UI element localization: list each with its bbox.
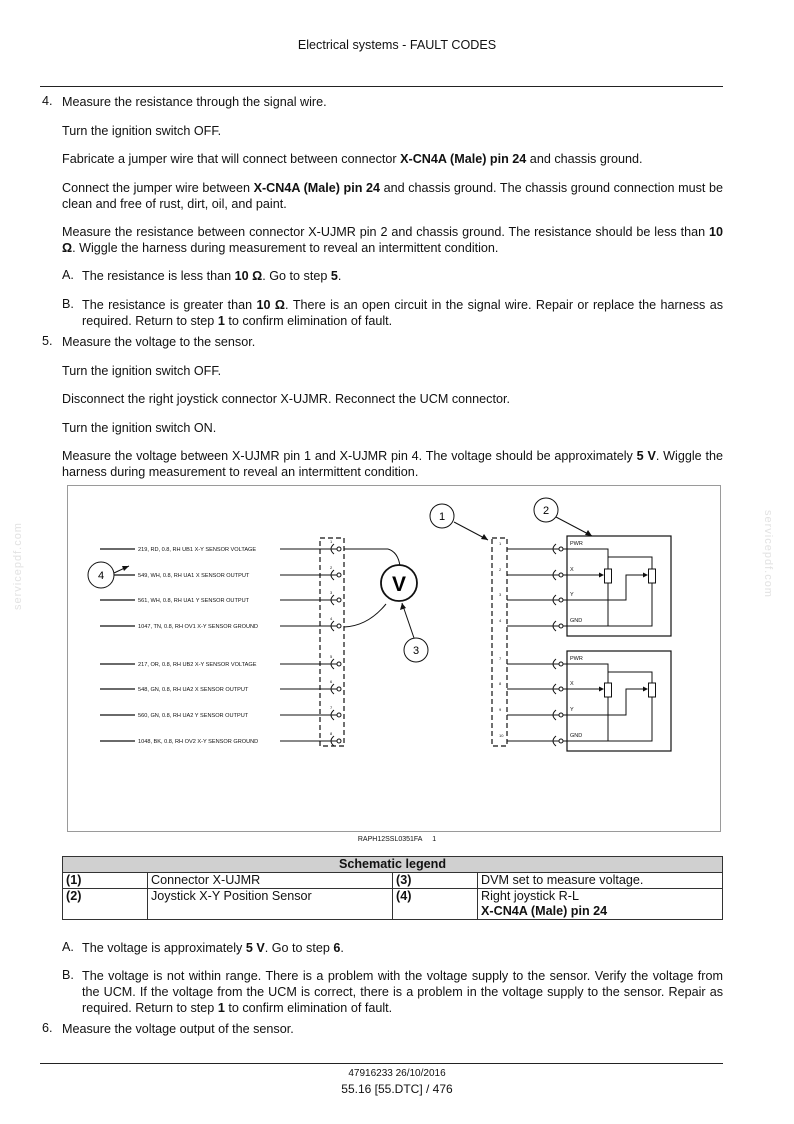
sensor-pin-terminal — [559, 713, 563, 717]
pin-number: 8 — [330, 731, 333, 736]
wire-group — [97, 539, 567, 746]
x-wiper-arrow — [599, 573, 604, 578]
footer-page-number: 55.16 [55.DTC] / 476 — [341, 1082, 453, 1096]
figure-number: 1 — [432, 836, 437, 843]
sensor-group — [567, 541, 656, 741]
pin-number-right: 10 — [499, 733, 504, 738]
legend-value-line2: X-CN4A (Male) pin 24 — [481, 904, 608, 918]
figure-code: RAPH12SSL0351FA — [357, 836, 423, 843]
legend-row — [63, 889, 723, 920]
step-5-b-label: B. — [62, 968, 74, 982]
wire-label: 561, WH, 0.8, RH UA1 Y SENSOR OUTPUT — [138, 598, 250, 604]
wire-label: 549, WH, 0.8, RH UA1 X SENSOR OUTPUT — [138, 573, 250, 579]
legend-value: Joystick X-Y Position Sensor — [148, 889, 393, 920]
sensor-terminal-label: X — [570, 567, 574, 573]
wiring-schematic-figure — [67, 485, 721, 832]
legend-key: (3) — [393, 873, 478, 889]
legend-title: Schematic legend — [63, 857, 723, 873]
sensor-terminal-label: PWR — [570, 656, 583, 662]
pin-terminal — [337, 739, 341, 743]
y-wiper-arrow — [643, 687, 648, 692]
pin-terminal — [337, 624, 341, 628]
pin-number-right: 7 — [499, 656, 502, 661]
step-4-option-a: The resistance is less than 10 Ω. Go to step 5. — [82, 269, 342, 283]
potentiometer — [605, 569, 612, 583]
legend-value: Connector X-UJMR — [148, 873, 393, 889]
step-4-title: Measure the resistance through the signal wire. — [62, 95, 327, 109]
pin-number-right: 9 — [499, 707, 502, 712]
watermark-left: servicepdf.com — [12, 522, 24, 610]
step-5-p1: Turn the ignition switch OFF. — [62, 364, 222, 378]
pwr-rail — [567, 664, 652, 683]
legend-value-line1: Right joystick R-L — [481, 889, 579, 903]
step-5-title: Measure the voltage to the sensor. — [62, 335, 256, 349]
callout-1-label: 1 — [438, 511, 446, 523]
legend-key: (2) — [63, 889, 148, 920]
sensor-box-1 — [567, 536, 671, 636]
sensor-terminal-label: PWR — [570, 541, 583, 547]
step-4-p4: Measure the resistance between connector X-UJMR pin 2 and chassis ground. The resistance should be less than 10 Ω. Wiggle the harness during measurement to reveal an intermittent condition. — [62, 225, 723, 255]
pin-number: 2 — [330, 565, 333, 570]
footer-rule — [40, 1063, 723, 1064]
step-5-p3: Turn the ignition switch ON. — [62, 421, 217, 435]
sensor-terminal-label: X — [570, 681, 574, 687]
step-6-title: Measure the voltage output of the sensor. — [62, 1022, 294, 1036]
wire-label: 548, GN, 0.8, RH UA2 X SENSOR OUTPUT — [138, 687, 249, 693]
sensor-pin-terminal — [559, 739, 563, 743]
pin-terminal — [337, 687, 341, 691]
callout-2-label: 2 — [542, 505, 550, 517]
footer-doc-id: 47916233 26/10/2016 — [348, 1068, 446, 1079]
legend-value — [478, 889, 723, 920]
wire-label: 1048, BK, 0.8, RH OV2 X-Y SENSOR GROUND — [138, 739, 259, 745]
meter-lead-pos-curve — [388, 549, 400, 566]
step-4-a-label: A. — [62, 268, 74, 282]
pin-number: 1 — [330, 539, 333, 544]
step-4-p2: Fabricate a jumper wire that will connect between connector X-CN4A (Male) pin 24 and chassis ground. — [62, 152, 643, 166]
pin-terminal — [337, 713, 341, 717]
x-wiper-arrow — [599, 687, 604, 692]
step-4-number: 4. — [42, 94, 53, 108]
step-6-number: 6. — [42, 1021, 53, 1035]
step-4-p3: Connect the jumper wire between X-CN4A (Male) pin 24 and chassis ground. The chassis ground connection must be clean and free of rust, dirt, oil, and paint. — [62, 181, 723, 211]
meter-lead-neg — [344, 604, 386, 627]
step-5-option-a: The voltage is approximately 5 V. Go to step 6. — [82, 941, 344, 955]
step-5-p2: Disconnect the right joystick connector X-UJMR. Reconnect the UCM connector. — [62, 392, 510, 406]
pin-number-right: 1 — [499, 541, 502, 546]
sensor-terminal-label: GND — [570, 618, 583, 624]
pin-number: 4 — [330, 616, 333, 621]
sensor-terminal-label: GND — [570, 733, 583, 739]
sensor-terminal-label: Y — [570, 592, 574, 598]
pin-number-right: 3 — [499, 592, 502, 597]
legend-key: (4) — [393, 889, 478, 920]
pin-number: 7 — [330, 705, 333, 710]
step-5-option-b: The voltage is not within range. There is a problem with the voltage supply to the sensor. Verify the voltage from the UCM. If the voltage from the UCM is correct, there is a problem in the voltage supply to the sensor. Repair as required. Return to step 1 to confirm elimination of fault. — [82, 969, 723, 1015]
sensor-terminal-label: Y — [570, 707, 574, 713]
sensor-pin-terminal — [559, 687, 563, 691]
step-5-a-label: A. — [62, 940, 74, 954]
wire-label: 1047, TN, 0.8, RH OV1 X-Y SENSOR GROUND — [138, 624, 259, 630]
wire-label: 219, RD, 0.8, RH UB1 X-Y SENSOR VOLTAGE — [138, 547, 257, 553]
callout-4-arrow — [122, 566, 129, 571]
step-5-p4: Measure the voltage between X-UJMR pin 1 and X-UJMR pin 4. The voltage should be approximately 5 V. Wiggle the harness during measurement to reveal an intermittent condition. — [62, 449, 723, 479]
pin-number: 3 — [330, 590, 333, 595]
pin-number-right: 2 — [499, 567, 502, 572]
sensor-pin-terminal — [559, 598, 563, 602]
potentiometer — [649, 683, 656, 697]
voltmeter-letter: V — [391, 573, 407, 596]
header-rule — [40, 86, 723, 87]
pin-number-right: 4 — [499, 618, 502, 623]
pin-number: 6 — [330, 679, 333, 684]
sensor-pin-terminal — [559, 547, 563, 551]
sensor-pin-terminal — [559, 573, 563, 577]
pin-terminal — [337, 662, 341, 666]
pin-terminal — [337, 598, 341, 602]
step-5-number: 5. — [42, 334, 53, 348]
pin-number: 5 — [330, 654, 333, 659]
legend-value: DVM set to measure voltage. — [478, 873, 723, 889]
figure-caption — [0, 836, 794, 843]
pin-terminal — [337, 573, 341, 577]
potentiometer — [649, 569, 656, 583]
legend-key: (1) — [63, 873, 148, 889]
pin-number-right: 8 — [499, 681, 502, 686]
wire-label: 217, OR, 0.8, RH UB2 X-Y SENSOR VOLTAGE — [138, 662, 257, 668]
wiring-schematic — [68, 486, 720, 831]
pwr-rail — [567, 549, 652, 569]
callout-4-label: 4 — [97, 570, 105, 582]
callout-3-arrow — [400, 603, 406, 610]
page-header-title: Electrical systems - FAULT CODES — [297, 38, 497, 52]
legend-row — [63, 873, 723, 889]
y-wiper-arrow — [643, 573, 648, 578]
step-4-b-label: B. — [62, 297, 74, 311]
step-4-p1: Turn the ignition switch OFF. — [62, 124, 222, 138]
schematic-legend-table — [62, 856, 723, 920]
sensor-pin-terminal — [559, 662, 563, 666]
watermark-right: servicepdf.com — [762, 510, 774, 598]
pin-terminal — [337, 547, 341, 551]
wire-label: 560, GN, 0.8, RH UA2 Y SENSOR OUTPUT — [138, 713, 249, 719]
sensor-box-2 — [567, 651, 671, 751]
sensor-pin-terminal — [559, 624, 563, 628]
callout-3-label: 3 — [412, 645, 420, 657]
step-4-option-b: The resistance is greater than 10 Ω. There is an open circuit in the signal wire. Repair or replace the harness as required. Return to step 1 to confirm elimination of fault. — [82, 298, 723, 328]
potentiometer — [605, 683, 612, 697]
